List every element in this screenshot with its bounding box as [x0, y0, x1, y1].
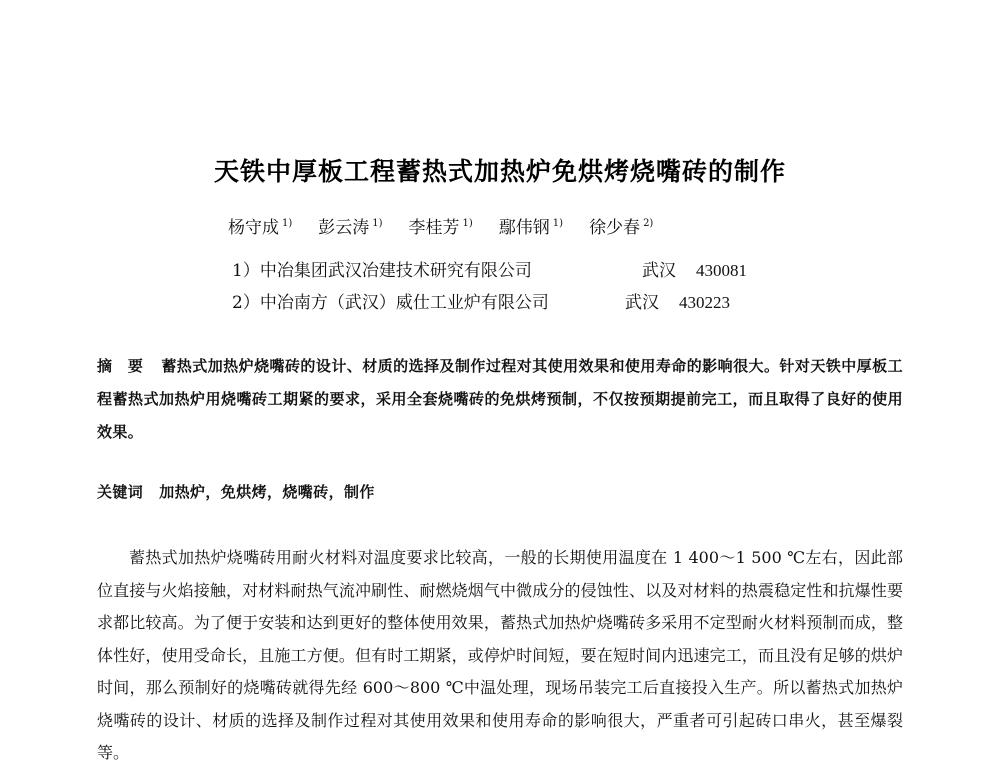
body-section	[97, 542, 903, 770]
author	[499, 213, 563, 238]
paper-title: 天铁中厚板工程蓄热式加热炉免烘烤烧嘴砖的制作	[213, 157, 786, 186]
keywords	[97, 481, 375, 502]
abstract	[97, 350, 903, 449]
affiliation-org: 2）中冶南方（武汉）威仕工业炉有限公司	[232, 293, 549, 313]
author-name: 李桂芳	[408, 218, 460, 238]
author	[589, 213, 653, 238]
author	[409, 213, 473, 238]
keywords-label: 关键词	[97, 483, 144, 501]
affiliation-city: 武汉	[642, 261, 676, 281]
affiliation-line	[232, 256, 747, 281]
abstract-label: 摘 要	[97, 357, 144, 375]
affiliation-zip: 430223	[679, 293, 730, 312]
affiliation-mark: 1)	[462, 218, 473, 230]
author	[318, 213, 382, 238]
keywords-text: 加热炉，免烘烤，烧嘴砖，制作	[159, 483, 375, 501]
affiliation-zip: 430081	[696, 261, 747, 280]
affiliation-org: 1）中冶集团武汉冶建技术研究有限公司	[232, 261, 532, 281]
author-name: 彭云涛	[318, 218, 370, 238]
author	[228, 213, 292, 238]
author-name: 徐少春	[589, 218, 641, 238]
affiliation-city: 武汉	[625, 293, 659, 313]
affiliation-mark: 1)	[552, 218, 564, 230]
affiliation-line	[232, 288, 730, 313]
affiliation-mark: 1)	[282, 218, 293, 230]
author-name: 杨守成	[228, 218, 279, 238]
author-list	[228, 213, 653, 238]
affiliation-mark: 1)	[372, 218, 383, 230]
abstract-text: 蓄热式加热炉烧嘴砖的设计、材质的选择及制作过程对其使用效果和使用寿命的影响很大。针对天铁中厚板工程蓄热式加热炉用烧嘴砖工期紧的要求，采用全套烧嘴砖的免烘烤预制，不仅按预期提前完工，而且取得了良好的使用效果。	[97, 357, 903, 441]
body-paragraph: 蓄热式加热炉烧嘴砖用耐火材料对温度要求比较高，一般的长期使用温度在 1 400～1 500 ℃左右，因此部位直接与火焰接触，对材料耐热气流冲刷性、耐燃烧烟气中微成分的侵蚀性、以及对材料的热震稳定性和抗爆性要求都比较高。为了便于安装和达到更好的整体使用效果，蓄热式加热炉烧嘴砖多采用不定型耐火材料预制而成，整体性好，使用受命长，且施工方便。但有时工期紧，或停炉时间短，要在短时间内迅速完工，而且没有足够的烘炉时间，那么预制好的烧嘴砖就得先经 600～800 ℃中温处理，现场吊装完工后直接投入生产。所以蓄热式加热炉烧嘴砖的设计、材质的选择及制作过程对其使用效果和使用寿命的影响很大，严重者可引起砖口串火，甚至爆裂等。	[97, 548, 903, 762]
author-name: 鄢伟钢	[498, 218, 550, 238]
affiliation-mark: 2)	[643, 218, 654, 230]
